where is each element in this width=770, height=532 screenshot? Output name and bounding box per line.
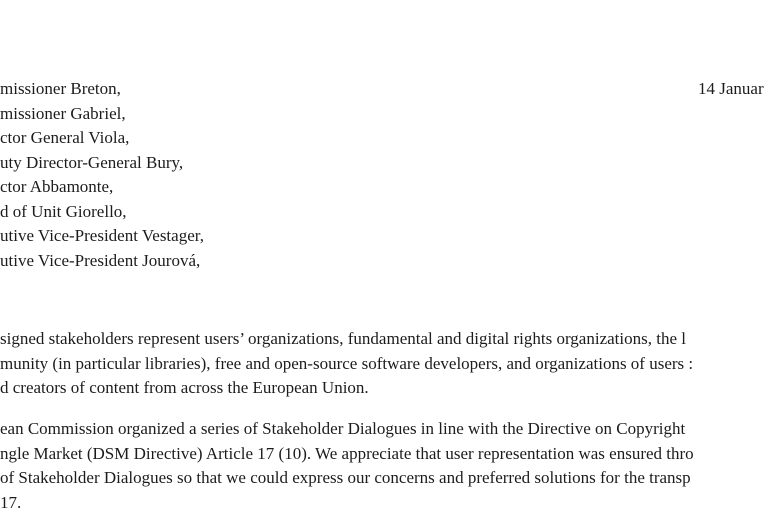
recipient-line: missioner Breton, [0, 79, 121, 98]
paragraph-line: ngle Market (DSM Directive) Article 17 (10). We appreciate that user representation was ensured thro [0, 443, 694, 463]
recipient-line: d of Unit Giorello, [0, 201, 127, 221]
recipient-line: missioner Gabriel, [0, 103, 126, 123]
recipient-line: utive Vice-President Jourová, [0, 250, 201, 270]
recipient-list [0, 77, 204, 273]
body-paragraph-stakeholders [0, 327, 693, 401]
paragraph-line: of Stakeholder Dialogues so that we could express our concerns and preferred solutions for the transp [0, 468, 691, 487]
paragraph-line: signed stakeholders represent users’ organizations, fundamental and digital rights organizations, the l [0, 329, 686, 348]
recipient-line: utive Vice-President Vestager, [0, 226, 204, 245]
recipient-line: uty Director-General Bury, [0, 152, 184, 172]
recipient-line: ctor General Viola, [0, 128, 130, 147]
paragraph-line: 17. [0, 492, 22, 512]
recipient-line: ctor Abbamonte, [0, 177, 114, 196]
paragraph-line: d creators of content from across the European Union. [0, 378, 369, 397]
paragraph-line: munity (in particular libraries), free and open-source software developers, and organizations of users : [0, 353, 694, 373]
body-paragraph-dialogues [0, 417, 694, 515]
paragraph-line: ean Commission organized a series of Stakeholder Dialogues in line with the Directive on Copyright [0, 419, 686, 438]
letter-date: 14 Januar [698, 79, 764, 98]
